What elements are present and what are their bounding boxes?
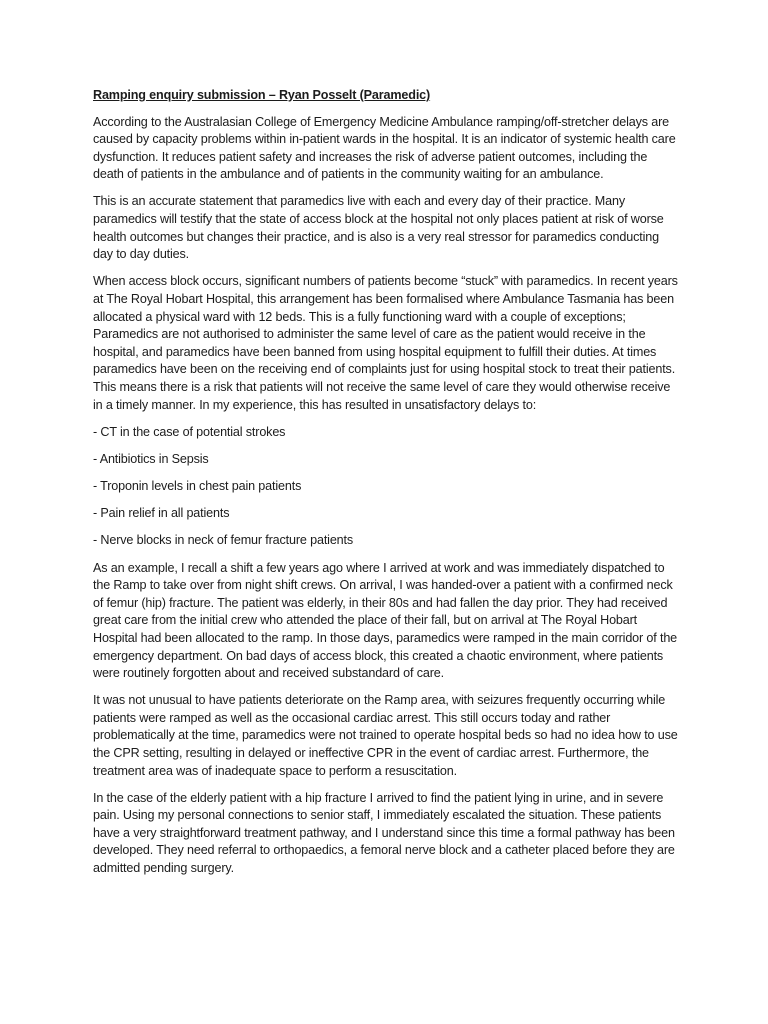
list-item: - Troponin levels in chest pain patients: [93, 478, 302, 493]
list-item: - Nerve blocks in neck of femur fracture patients: [93, 533, 354, 548]
list-item: - Pain relief in all patients: [93, 506, 230, 521]
list-item: - CT in the case of potential strokes: [93, 424, 286, 439]
paragraph-hip-fracture-patient: In the case of the elderly patient with a hip fracture I arrived to find the patient lying in urine, and in severe pain. Using my personal connections to senior staff, I immediately escalated the situation. These patients have a very straightforward treatment pathway, and I understand since this time a formal pathway has been developed. They need referral to orthopaedics, a femoral nerve block and a catheter placed before they are admitted pending surgery.: [93, 790, 675, 876]
document-title: Ramping enquiry submission – Ryan Posselt (Paramedic): [93, 88, 431, 102]
document-body: [93, 87, 680, 887]
paragraph-paramedic-experience: This is an accurate statement that paramedics live with each and every day of their practice. Many paramedics will testify that the state of access block at the hospital not only places patient at risk of worse health outcomes but changes their practice, and is also is a very real stressor for paramedics conducting day to day duties.: [93, 194, 664, 262]
list-item: - Antibiotics in Sepsis: [93, 451, 209, 466]
paragraph-acem-definition: According to the Australasian College of Emergency Medicine Ambulance ramping/off-stretcher delays are caused by capacity problems within in-patient wards in the hospital. It is an indicator of systemic health care dysfunction. It reduces patient safety and increases the risk of adverse patient outcomes, including the death of patients in the ambulance and of patients in the community waiting for an ambulance.: [93, 114, 676, 182]
paragraph-example-shift: As an example, I recall a shift a few years ago where I arrived at work and was immediately dispatched to the Ramp to take over from night shift crews. On arrival, I was handed-over a patient with a confirmed neck of femur (hip) fracture. The patient was elderly, in their 80s and had fallen the day prior. They had received great care from the initial crew who attended the place of their fall, but on arrival at The Royal Hobart Hospital had been allocated to the ramp. In those days, paramedics were ramped in the main corridor of the emergency department. On bad days of access block, this created a chaotic environment, where patients were routinely forgotten about and received substandard of care.: [93, 560, 678, 681]
paragraph-access-block: When access block occurs, significant numbers of patients become “stuck” with paramedics. In recent years at The Royal Hobart Hospital, this arrangement has been formalised where Ambulance Tasmania has been allocated a physical ward with 12 beds. This is a fully functioning ward with a couple of exceptions; Paramedics are not authorised to administer the same level of care as the patient would receive in the hospital, and paramedics have been banned from using hospital equipment to fulfill their duties. At times paramedics have been on the receiving end of complaints just for using hospital stock to treat their patients. This means there is a risk that patients will not receive the same level of care they would otherwise receive in a timely manner. In my experience, this has resulted in unsatisfactory delays to:: [93, 274, 678, 412]
paragraph-patient-deterioration: It was not unusual to have patients deteriorate on the Ramp area, with seizures frequently occurring while patients were ramped as well as the occasional cardiac arrest. This still occurs today and rather problematically at the time, paramedics were not trained to operate hospital beds so had no idea how to use the CPR setting, resulting in delayed or ineffective CPR in the event of cardiac arrest. Furthermore, the treatment area was of inadequate space to perform a resuscitation.: [93, 693, 678, 778]
delays-list: [93, 424, 680, 550]
